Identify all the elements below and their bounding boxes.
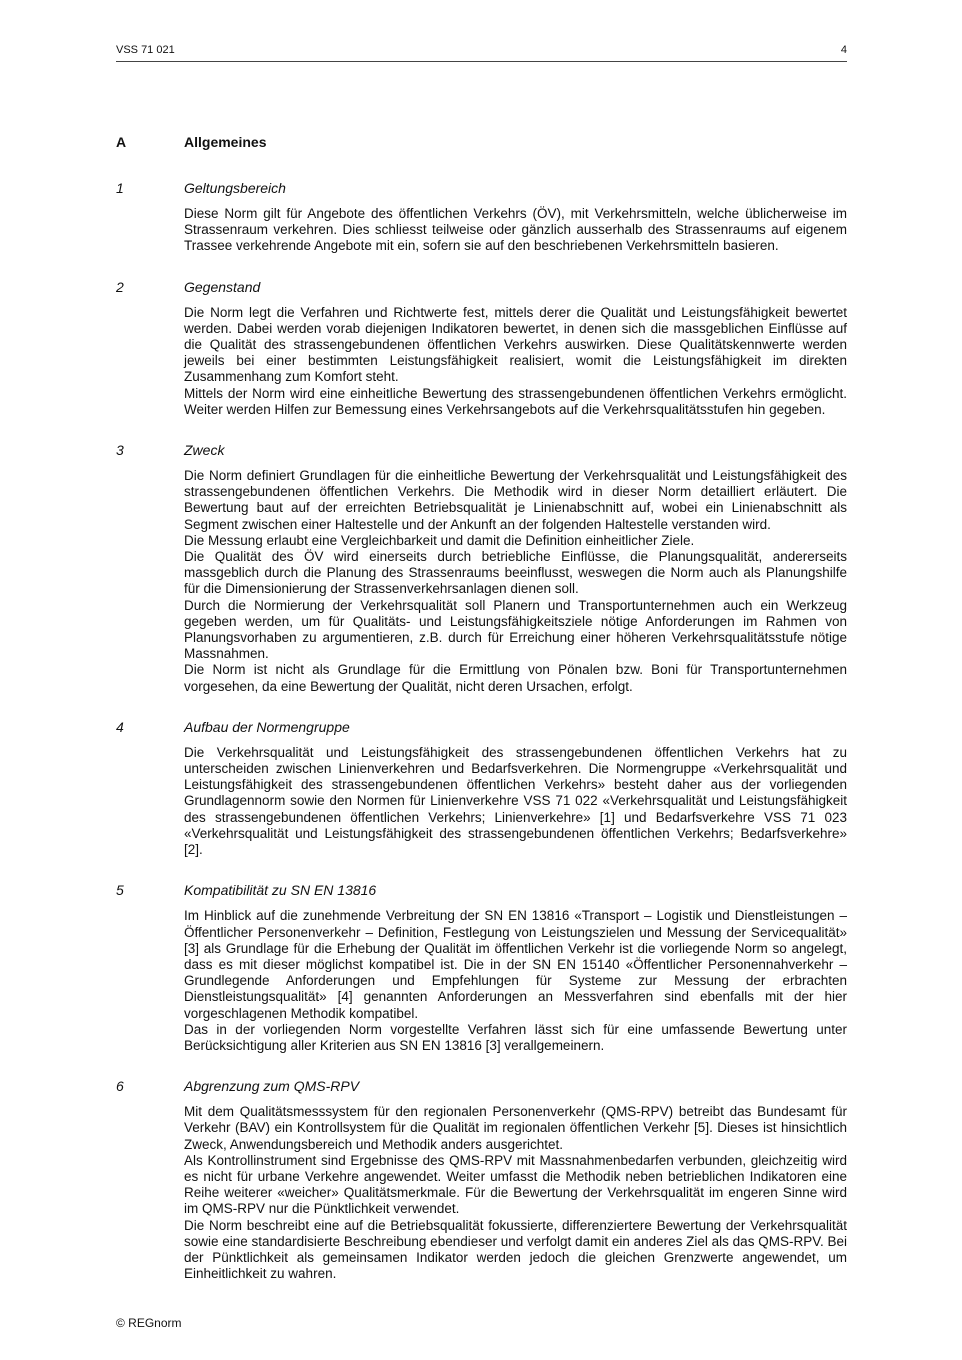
section-title: Abgrenzung zum QMS-RPV (184, 1078, 360, 1095)
section-2 (116, 279, 847, 418)
section-number: 5 (116, 882, 124, 899)
section-body (184, 206, 847, 255)
paragraph: Mittels der Norm wird eine einheitliche Bewertung des strassengebundenen öffentlichen Verkehrs ermöglicht. Weiter werden Hilfen zur Bemessung eines Verkehrsangebots auf die Verkehrsqualitätsstufen hin gegeben. (184, 385, 847, 417)
section-heading (116, 882, 847, 898)
section-5 (116, 882, 847, 1054)
section-heading (116, 279, 847, 295)
paragraph: Die Norm legt die Verfahren und Richtwerte fest, mittels derer die Qualität und Leistungsfähigkeit bewertet werden. Dabei werden vorab diejenigen Indikatoren bewertet, in denen sich die massgeblichen Einflüsse auf die Qualität des strassengebundenen öffentlichen Verkehrs auswirken. Diese Qualitätskennwerte werden jeweils bei einer bestimmten Leistungsfähigkeit realisiert, womit die Leistungsfähigkeit im direkten Zusammenhang zum Komfort steht. (184, 304, 847, 385)
page-number: 4 (840, 44, 847, 56)
document-body (116, 134, 847, 1306)
paragraph: Die Norm ist nicht als Grundlage für die Ermittlung von Pönalen bzw. Boni für Transportunternehmen vorgesehen, da eine Bewertung der Qualität, nicht deren Ursachen, erfolgt. (184, 662, 847, 694)
section-3 (116, 442, 847, 695)
paragraph: Mit dem Qualitätsmesssystem für den regionalen Personenverkehr (QMS-RPV) betreibt das Bundesamt für Verkehr (BAV) ein Kontrollsystem für die Qualität im regionalen öffentlichen Verkehr [5]. Dieses ist hinsichtlich Zweck, Anwendungsbereich und Methodik anders ausgerichtet. (184, 1104, 847, 1152)
chapter-title: Allgemeines (184, 134, 267, 150)
page-header (116, 44, 847, 62)
chapter-heading (116, 134, 847, 150)
paragraph: Die Norm definiert Grundlagen für die einheitliche Bewertung der Verkehrsqualität und Leistungsfähigkeit des strassengebundenen öffentlichen Verkehrs. Die Methodik wird in dieser Norm detailliert erläutert. Die Bewertung baut auf der erreichten Betriebsqualität je Linienabschnitt auf, wobei ein Linienabschnitt als Segment zwischen einer Haltestelle und der Ankunft an der folgenden Haltestelle verstanden wird. (184, 468, 847, 532)
section-body (184, 1104, 847, 1282)
section-title: Aufbau der Normengruppe (184, 718, 350, 735)
section-title: Kompatibilität zu SN EN 13816 (184, 882, 377, 899)
paragraph: Diese Norm gilt für Angebote des öffentlichen Verkehrs (ÖV), mit Verkehrsmitteln, welche üblicherweise im Strassenraum verkehren. Dies schliesst teilweise oder gänzlich ausserhalb des Strassenraums auf eigenem Trassee verkehrende Angebote mit ein, sofern sie auf den beschriebenen Verkehrsmitteln basieren. (184, 206, 847, 254)
section-body (184, 908, 847, 1054)
chapter-letter: A (116, 134, 127, 150)
section-heading (116, 719, 847, 735)
section-body (184, 468, 847, 695)
section-number: 6 (116, 1078, 124, 1095)
paragraph: Durch die Normierung der Verkehrsqualität soll Planern und Transportunternehmen auch ein Werkzeug gegeben werden, um für Qualitäts- und Leistungsfähigkeitsziele nötige Anforderungen im Rahmen von Planungsvorhaben zu argumentieren, z.B. durch für Erreichung einer höheren Verkehrsqualitätsstufe nötige Massnahmen. (184, 597, 847, 662)
paragraph: Als Kontrollinstrument sind Ergebnisse des QMS-RPV mit Massnahmenbedarfen verbunden, gleichzeitig wird es nicht für urbane Verkehre angewendet. Weiter umfasst die Methodik neben betrieblichen Indikatoren eine Reihe weiterer «weicher» Qualitätsmerkmale. Für die Bewertung der Verkehrsqualität im engeren Sinne wird im QMS-RPV nur die Pünktlichkeit verwendet. (184, 1152, 847, 1217)
sections-container (116, 180, 847, 1282)
section-title: Geltungsbereich (184, 180, 286, 196)
section-number: 2 (116, 278, 124, 295)
section-heading (116, 180, 847, 196)
paragraph: Die Qualität des ÖV wird einerseits durch betriebliche Einflüsse, die Planungsqualität, andererseits massgeblich durch die Planung des Strassenraums beeinflusst, weswegen die Norm auch als Planungshilfe für die Dimensionierung der Strassenverkehrsanlagen dienen soll. (184, 549, 847, 597)
section-1 (116, 180, 847, 255)
copyright-footer: © REGnorm (116, 1316, 182, 1330)
section-number: 1 (116, 180, 124, 196)
paragraph: Das in der vorliegenden Norm vorgestellte Verfahren lässt sich für eine umfassende Bewertung unter Berücksichtigung aller Kriterien aus SN EN 13816 [3] verallgemeinern. (184, 1021, 847, 1053)
section-title: Gegenstand (184, 278, 261, 295)
section-6 (116, 1078, 847, 1282)
section-title: Zweck (184, 442, 225, 459)
section-body (184, 305, 847, 418)
document-id: VSS 71 021 (116, 44, 175, 56)
section-4 (116, 719, 847, 858)
section-heading (116, 1078, 847, 1094)
section-number: 3 (116, 442, 124, 459)
section-number: 4 (116, 718, 124, 735)
paragraph: Im Hinblick auf die zunehmende Verbreitung der SN EN 13816 «Transport – Logistik und Dienstleistungen – Öffentlicher Personenverkehr – Definition, Festlegung von Leistungszielen und Messung der Servicequalität» [3] als Grundlage für die Erhebung der Qualität im öffentlichen Verkehr ist die vorliegende Norm so angelegt, dass es mit dieser möglichst kompatibel ist. Die in der SN EN 15140 «Öffentlicher Personennahverkehr – Grundlegende Anforderungen und Empfehlungen für Systeme zur Messung der erbrachten Dienstleistungsqualität» [4] genannten Anforderungen an Messverfahren sind ebenfalls mit der hier vorgeschlagenen Methodik kompatibel. (184, 908, 847, 1021)
paragraph: Die Verkehrsqualität und Leistungsfähigkeit des strassengebundenen öffentlichen Verkehrs hat zu unterscheiden zwischen Linienverkehren und Bedarfsverkehren. Die Normengruppe «Verkehrsqualität und Leistungsfähigkeit des strassengebundenen öffentlichen Verkehrs» besteht daher aus der vorliegenden Grundlagennorm sowie den Normen für Linienverkehre VSS 71 022 «Verkehrsqualität und Leistungsfähigkeit des strassengebundenen öffentlichen Verkehrs; Linienverkehre» [1] und Bedarfsverkehre VSS 71 023 «Verkehrsqualität und Leistungsfähigkeit des strassengebundenen öffentlichen Verkehrs; Bedarfsverkehre» [2]. (184, 744, 847, 858)
section-heading (116, 442, 847, 458)
section-body (184, 745, 847, 858)
paragraph: Die Messung erlaubt eine Vergleichbarkeit und damit die Definition einheitlicher Ziele. (184, 532, 695, 548)
paragraph: Die Norm beschreibt eine auf die Betriebsqualität fokussierte, differenziertere Bewertung der Verkehrsqualität sowie eine standardisierte Beschreibung ebendieser und verfolgt damit ein anderes Ziel als das QMS-RPV. Bei der Pünktlichkeit als gemeinsamen Indikator werden jedoch die gleichen Grenzwerte angewendet, um Einheitlichkeit zu wahren. (184, 1217, 847, 1282)
